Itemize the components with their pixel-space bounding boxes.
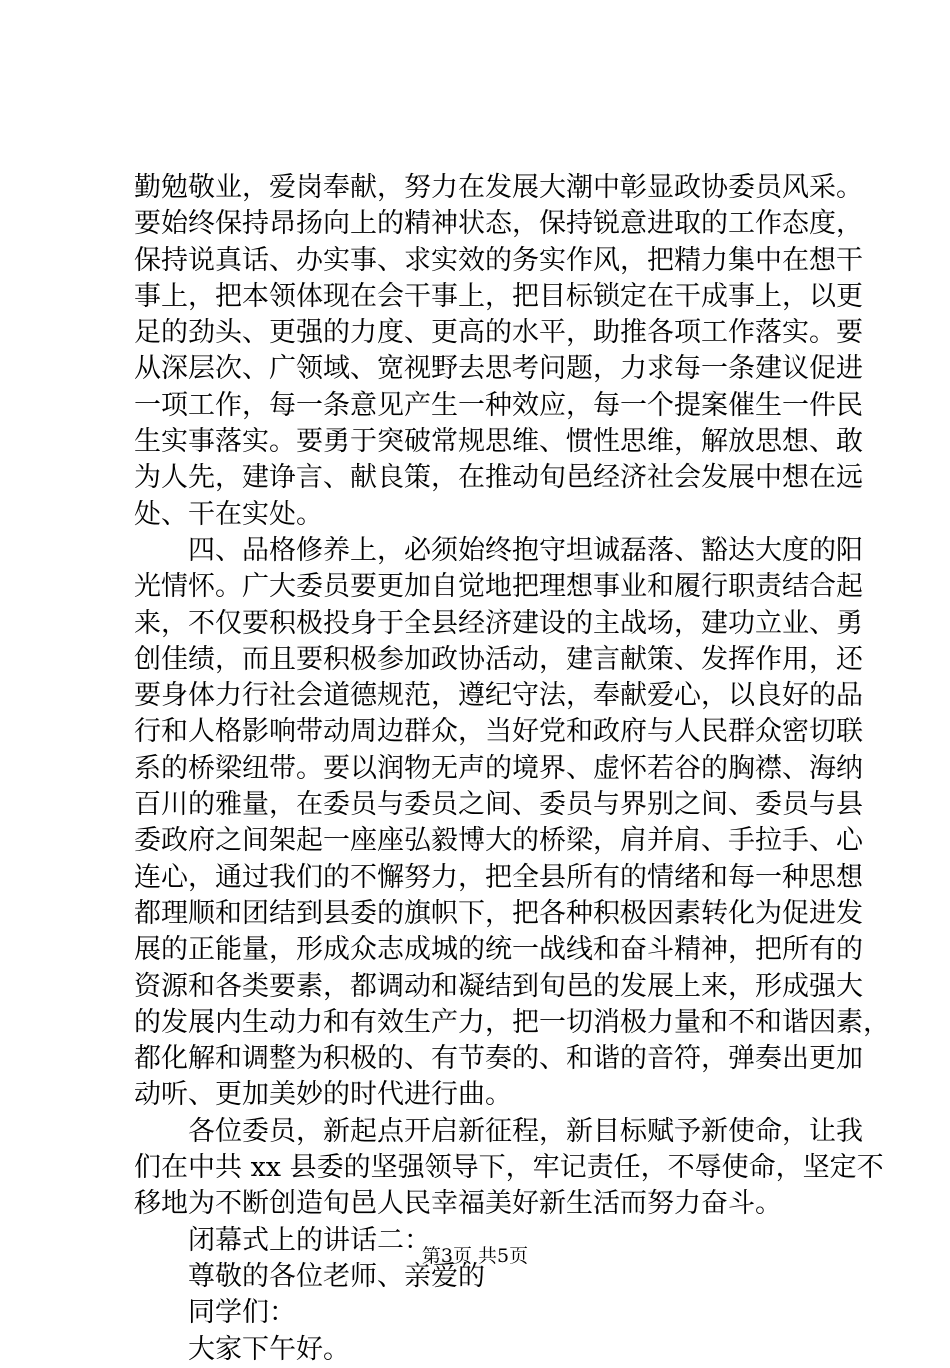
text-line: 要始终保持昂扬向上的精神状态，保持锐意进取的工作态度， bbox=[134, 208, 863, 240]
text-line: 大家下午好。 bbox=[188, 1333, 350, 1365]
text-line: 创佳绩，而且要积极参加政协活动，建言献策、发挥作用，还 bbox=[134, 643, 863, 675]
text-line: 同学们： bbox=[188, 1297, 296, 1329]
text-line: 光情怀。广大委员要更加自觉地把理想事业和履行职责结合起 bbox=[134, 571, 863, 603]
text-line: 展的正能量，形成众志成城的统一战线和奋斗精神，把所有的 bbox=[134, 934, 863, 966]
text-line: 为人先，建诤言、献良策，在推动旬邑经济社会发展中想在远 bbox=[134, 462, 863, 494]
text-line: 系的桥梁纽带。要以润物无声的境界、虚怀若谷的胸襟、海纳 bbox=[134, 752, 863, 784]
document-body bbox=[134, 170, 890, 1368]
text-line: 尊敬的各位老师、亲爱的 bbox=[188, 1260, 485, 1292]
text-line: 从深层次、广领域、宽视野去思考问题，力求每一条建议促进 bbox=[134, 353, 863, 385]
text-line: 资源和各类要素，都调动和凝结到旬邑的发展上来，形成强大 bbox=[134, 970, 863, 1002]
page-number: 第3页 共5页 bbox=[421, 1245, 529, 1267]
text-line: 要身体力行社会道德规范，遵纪守法，奉献爱心，以良好的品 bbox=[134, 680, 863, 712]
section-heading: 闭幕式上的讲话二： bbox=[188, 1224, 431, 1256]
text-line: 事上，把本领体现在会干事上，把目标锁定在干成事上，以更 bbox=[134, 280, 863, 312]
text-line: 四、品格修养上，必须始终抱守坦诚磊落、豁达大度的阳 bbox=[188, 534, 863, 566]
text-line: 都理顺和团结到县委的旗帜下，把各种积极因素转化为促进发 bbox=[134, 897, 863, 929]
text-line: 足的劲头、更强的力度、更高的水平，助推各项工作落实。要 bbox=[134, 317, 863, 349]
text-line: 一项工作，每一条意见产生一种效应，每一个提案催生一件民 bbox=[134, 389, 863, 421]
text-line: 动听、更加美妙的时代进行曲。 bbox=[134, 1079, 512, 1111]
text-line: 移地为不断创造旬邑人民幸福美好新生活而努力奋斗。 bbox=[134, 1188, 782, 1220]
text-line: 各位委员，新起点开启新征程，新目标赋予新使命，让我 bbox=[188, 1115, 863, 1147]
text-line: 保持说真话、办实事、求实效的务实作风，把精力集中在想干 bbox=[134, 244, 863, 276]
text-line: 来，不仅要积极投身于全县经济建设的主战场，建功立业、勇 bbox=[134, 607, 863, 639]
text-line: 勤勉敬业，爱岗奉献，努力在发展大潮中彰显政协委员风采。 bbox=[134, 172, 863, 203]
text-line: 连心，通过我们的不懈努力，把全县所有的情绪和每一种思想 bbox=[134, 861, 863, 893]
text-line: 百川的雅量，在委员与委员之间、委员与界别之间、委员与县 bbox=[134, 789, 863, 821]
text-line: 委政府之间架起一座座弘毅博大的桥梁，肩并肩、手拉手、心 bbox=[134, 825, 863, 857]
text-line: 的发展内生动力和有效生产力，把一切消极力量和不和谐因素， bbox=[134, 1006, 890, 1038]
text-line: 行和人格影响带动周边群众，当好党和政府与人民群众密切联 bbox=[134, 716, 863, 748]
text-line: 处、干在实处。 bbox=[134, 498, 323, 530]
text-line: 们在中共 xx 县委的坚强领导下，牢记责任，不辱使命，坚定不 bbox=[134, 1152, 884, 1184]
text-line: 生实事落实。要勇于突破常规思维、惯性思维，解放思想、敢 bbox=[134, 426, 863, 458]
text-line: 都化解和调整为积极的、有节奏的、和谐的音符，弹奏出更加 bbox=[134, 1043, 863, 1075]
